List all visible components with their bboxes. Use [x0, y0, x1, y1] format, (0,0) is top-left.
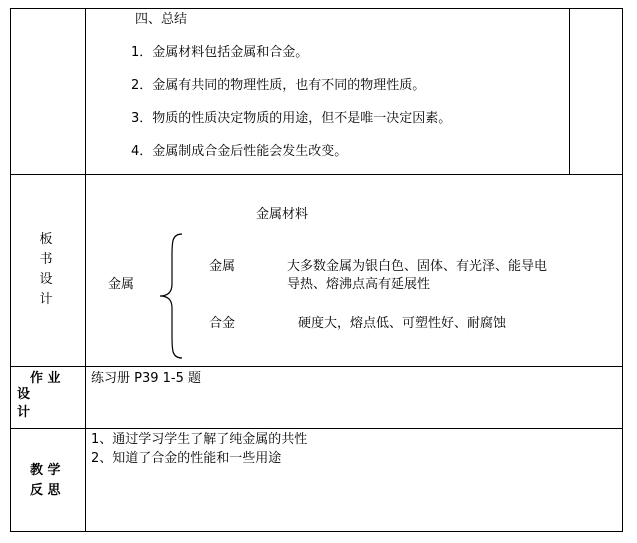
table-border-right — [622, 8, 623, 532]
board-label-char: 书 — [39, 252, 53, 267]
branch-name-metal: 金属 — [209, 259, 236, 274]
row-divider-2 — [10, 366, 623, 367]
curly-brace — [156, 232, 186, 360]
homework-content: 练习册 P39 1-5 题 — [91, 371, 202, 386]
branch-desc-metal-line1: 大多数金属为银白色、固体、有光泽、能导电 — [287, 259, 548, 274]
row-divider-1 — [10, 174, 623, 175]
reflection-item-1: 1、通过学习学生了解了纯金属的共性 — [91, 432, 308, 447]
branch-name-alloy: 合金 — [209, 316, 236, 331]
row-divider-3 — [10, 428, 623, 429]
homework-label-line3: 计 — [17, 405, 31, 420]
summary-item-2: 2．金属有共同的物理性质，也有不同的物理性质。 — [131, 78, 426, 93]
reflection-item-2: 2、知道了合金的性能和一些用途 — [91, 451, 282, 466]
summary-item-4: 4．金属制成合金后性能会发生改变。 — [131, 144, 348, 159]
table-border-bottom — [10, 531, 623, 532]
reflection-label-line1: 教 学 — [30, 463, 61, 478]
board-label-char: 计 — [39, 292, 53, 307]
summary-heading: 四、总结 — [135, 12, 188, 27]
board-root: 金属 — [108, 277, 135, 292]
branch-desc-metal-line2: 导热、熔沸点高有延展性 — [287, 277, 431, 292]
table-border-left — [10, 8, 11, 532]
board-title: 金属材料 — [256, 207, 309, 222]
branch-desc-alloy: 硬度大，熔点低、可塑性好、耐腐蚀 — [298, 316, 507, 331]
board-label — [36, 232, 56, 308]
board-label-char: 设 — [39, 272, 53, 287]
homework-label-line2: 设 — [17, 387, 31, 402]
board-label-char: 板 — [39, 232, 53, 247]
summary-item-1: 1．金属材料包括金属和合金。 — [131, 45, 309, 60]
label-column-divider — [85, 8, 86, 532]
reflection-label-line2: 反 思 — [30, 483, 61, 498]
table-border-top — [10, 8, 623, 9]
summary-item-3: 3．物质的性质决定物质的用途，但不是唯一决定因素。 — [131, 111, 452, 126]
summary-right-divider — [569, 8, 570, 174]
homework-label-line1: 作 业 — [30, 371, 61, 386]
